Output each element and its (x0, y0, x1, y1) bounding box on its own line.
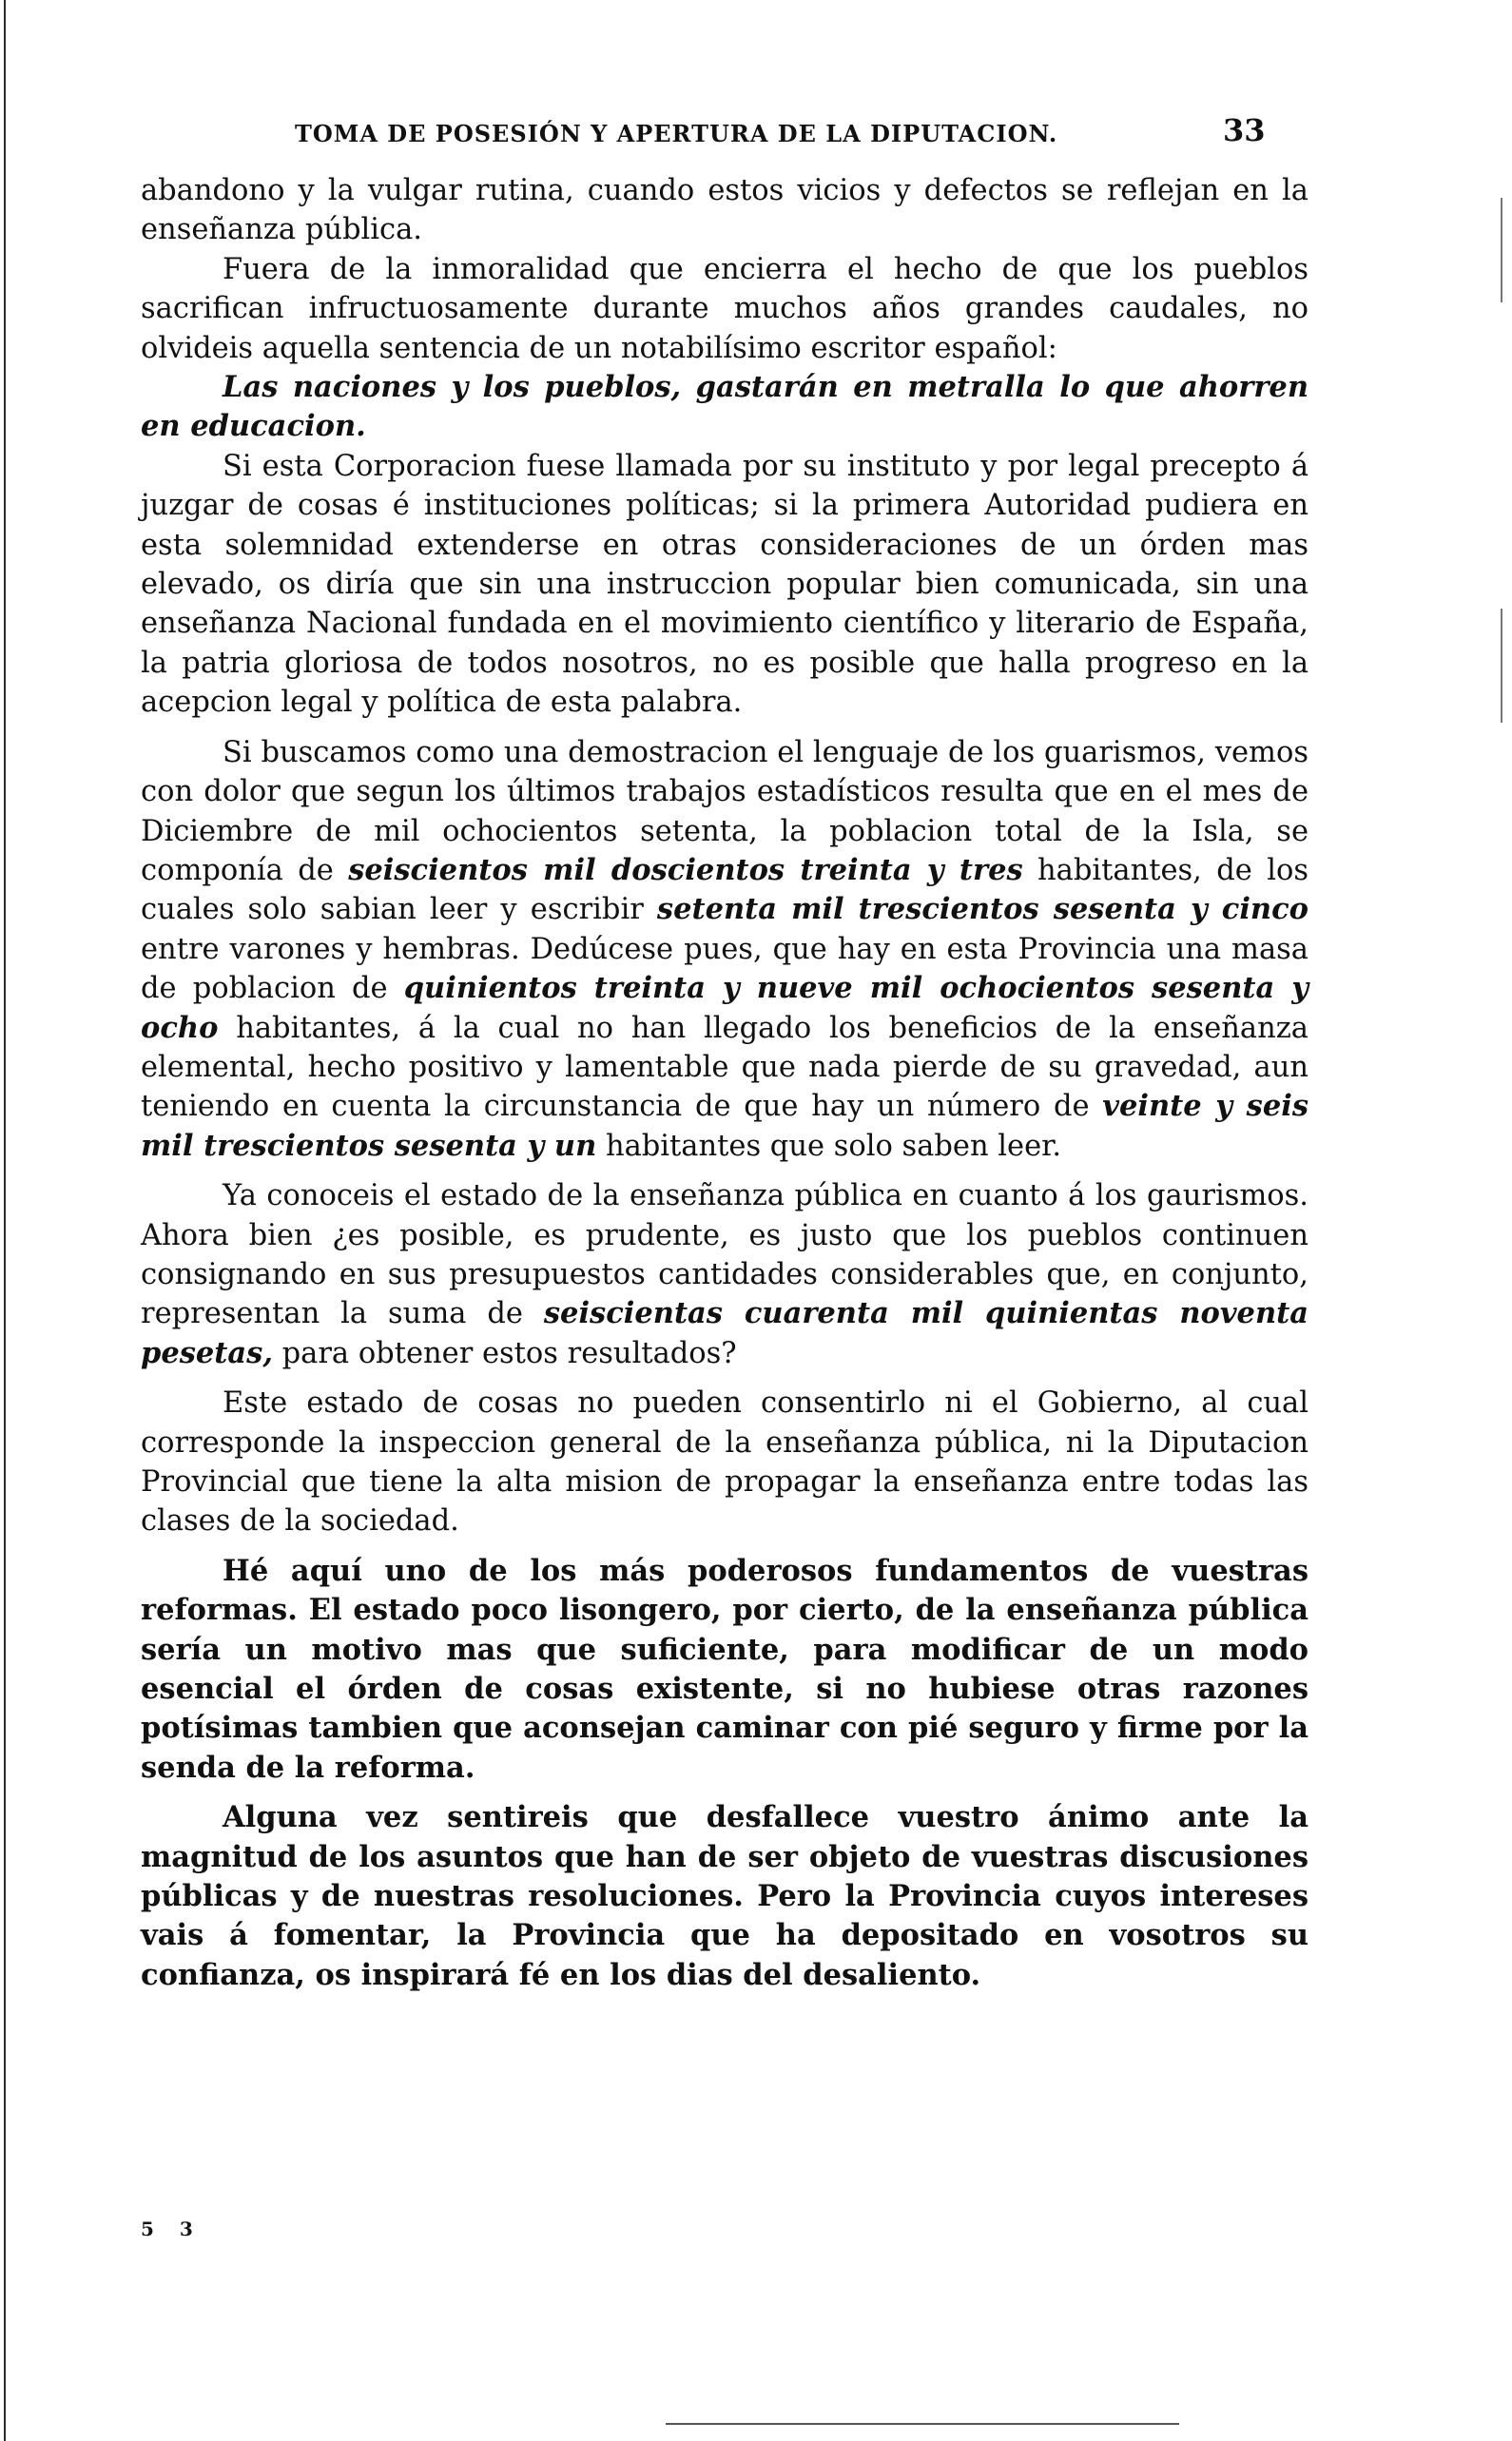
running-title: TOMA DE POSESIÓN Y APERTURA DE LA DIPUTACION. (295, 120, 1058, 147)
bottom-edge-line (666, 2423, 1179, 2425)
right-edge-mark (1501, 609, 1502, 723)
printer-signature-mark: 5 3 (141, 2218, 203, 2240)
text-segment: Si esta Corporacion fuese llamada por su instituto y por legal precepto á juzgar de cosas é instituciones políticas; si la primera Autoridad pudiera en esta solemnidad extenderse en otras consideraciones de un órden mas elevado, os diría que sin una instruccion popular bien comunicada, sin una enseñanza Nacional fundada en el movimiento científico y literario de España, la patria gloriosa de todos nosotros, no es posible que halla progreso en la acepcion legal y política de esta palabra. (141, 449, 1308, 720)
text-segment: habitantes, á la cual no han llegado los beneficios de la enseñanza elemental, hecho positivo y lamentable que nada pierde de su gravedad, aun teniendo en cuenta la circunstancia de que hay un número de (141, 1011, 1308, 1124)
text-segment: entre varones y hembras. Dedúcese pues, que hay en esta Provincia una masa de poblacion de (141, 932, 1308, 1006)
text-segment: Hé aquí uno de los más poderosos fundamentos de vuestras reformas. El estado poco lisongero, por cierto, de la enseñanza pública sería un motivo mas que suficiente, para modificar de un modo esencial el órden de cosas existente, si no hubiese otras razones potísimas tambien que aconsejan caminar con pié seguro y firme por la senda de la reforma. (141, 1553, 1308, 1785)
paragraph (141, 1552, 1308, 1788)
text-segment: Si buscamos como una demostracion el lenguaje de los guarismos, vemos con dolor que segun los últimos trabajos estadísticos resulta que en el mes de Diciembre de mil ochocientos setenta, la poblacion total de la Isla, se componía de (141, 735, 1308, 887)
text-segment: abandono y la vulgar rutina, cuando estos vicios y defectos se reflejan en la enseñanza pública. (141, 174, 1308, 247)
left-page-edge (4, 0, 6, 2441)
text-segment: Alguna vez sentireis que desfallece vuestro ánimo ante la magnitud de los asuntos que han de ser objeto de vuestras discusiones públicas y de nuestras resoluciones. Pero la Provincia cuyos intereses vais á fomentar, la Provincia que ha depositado en vosotros su confianza, os inspirará fé en los dias del desaliento. (141, 1800, 1308, 1992)
paragraph (141, 1176, 1308, 1373)
paragraph (141, 447, 1308, 723)
body-text (141, 171, 1308, 1995)
quotation (141, 368, 1308, 447)
italic-number: veinte y seis mil trescientos sesenta y un (141, 1089, 1308, 1163)
italic-number: seiscientos mil doscientos treinta y tres (348, 852, 1023, 887)
quote-text: Las naciones y los pueblos, gastarán en metralla lo que ahorren en educacion. (141, 370, 1308, 444)
paragraph (141, 1384, 1308, 1541)
italic-number: seiscientas cuarenta mil quinientas noventa pesetas, (141, 1296, 1308, 1370)
running-header (295, 120, 1246, 147)
paragraph (141, 1798, 1308, 1995)
text-segment: para obtener estos resultados? (272, 1336, 737, 1370)
italic-number: quinientos treinta y nueve mil ochocientos sesenta y ocho (141, 971, 1308, 1045)
italic-number: setenta mil trescientos sesenta y cinco (656, 892, 1308, 927)
text-segment: Ya conoceis el estado de la enseñanza pública en cuanto á los gaurismos. Ahora bien ¿es posible, es prudente, es justo que los pueblos continuen consignando en sus presupuestos cantidades considerables que, en conjunto, representan la suma de (141, 1179, 1308, 1331)
paragraph (141, 250, 1308, 368)
text-segment: habitantes, de los cuales solo sabian leer y escribir (141, 853, 1308, 927)
text-segment: habitantes que solo saben leer. (596, 1129, 1062, 1163)
text-segment: Este estado de cosas no pueden consentirlo ni el Gobierno, al cual corresponde la inspeccion general de la enseñanza pública, ni la Diputacion Provincial que tiene la alta mision de propagar la enseñanza entre todas las clases de la sociedad. (141, 1386, 1308, 1539)
right-edge-mark (1501, 198, 1502, 302)
paragraph (141, 171, 1308, 250)
page-number: 33 (1223, 112, 1266, 148)
paragraph (141, 733, 1308, 1166)
text-segment: Fuera de la inmoralidad que encierra el hecho de que los pueblos sacrifican infructuosamente durante muchos años grandes caudales, no olvideis aquella sentencia de un notabilísimo escritor español: (141, 252, 1308, 365)
